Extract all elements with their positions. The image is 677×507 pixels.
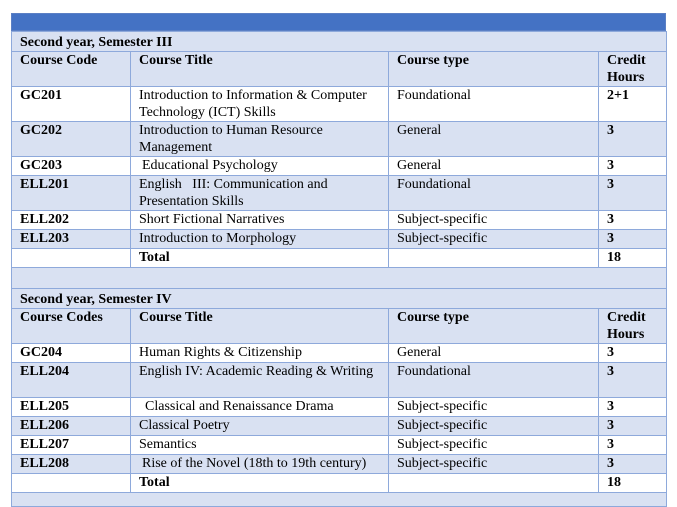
table-row	[12, 344, 667, 363]
course-code: ELL208	[12, 455, 131, 474]
header-course-title: Course Title	[131, 309, 389, 344]
credit-hours: 3	[599, 157, 667, 176]
course-title: Introduction to Information & Computer Technology (ICT) Skills	[131, 87, 389, 122]
table-row	[12, 363, 667, 398]
total-blank	[12, 249, 131, 268]
credit-hours: 3	[599, 211, 667, 230]
course-title: Classical and Renaissance Drama	[131, 398, 389, 417]
course-type: Foundational	[389, 87, 599, 122]
header-credit-hours: Credit Hours	[599, 309, 667, 344]
course-title: English III: Communication and Presentation Skills	[131, 176, 389, 211]
course-title: Short Fictional Narratives	[131, 211, 389, 230]
total-label: Total	[131, 249, 389, 268]
course-type: Foundational	[389, 363, 599, 398]
course-type: Subject-specific	[389, 417, 599, 436]
credit-hours: 3	[599, 176, 667, 211]
course-title: Semantics	[131, 436, 389, 455]
credit-hours: 3	[599, 455, 667, 474]
course-type: Subject-specific	[389, 230, 599, 249]
course-code: ELL204	[12, 363, 131, 398]
course-type: General	[389, 344, 599, 363]
table-row	[12, 398, 667, 417]
header-course-type: Course type	[389, 52, 599, 87]
credit-hours: 3	[599, 344, 667, 363]
course-code: ELL205	[12, 398, 131, 417]
header-course-code: Course Code	[12, 52, 131, 87]
credit-hours: 3	[599, 398, 667, 417]
course-code: ELL201	[12, 176, 131, 211]
semester-heading: Second year, Semester III	[12, 32, 667, 52]
course-table	[11, 31, 667, 507]
semester-heading: Second year, Semester IV	[12, 289, 667, 309]
course-title: Introduction to Morphology	[131, 230, 389, 249]
header-course-title: Course Title	[131, 52, 389, 87]
header-course-type: Course type	[389, 309, 599, 344]
total-blank	[389, 249, 599, 268]
table-header-bar	[11, 13, 666, 31]
course-title: Introduction to Human Resource Management	[131, 122, 389, 157]
table-row	[12, 417, 667, 436]
table-row	[12, 122, 667, 157]
column-header-row	[12, 309, 667, 344]
course-type: Foundational	[389, 176, 599, 211]
course-title: Classical Poetry	[131, 417, 389, 436]
credit-hours: 3	[599, 436, 667, 455]
table-row	[12, 211, 667, 230]
semester-heading-row	[12, 32, 667, 52]
course-code: GC204	[12, 344, 131, 363]
table-row	[12, 230, 667, 249]
course-code: GC201	[12, 87, 131, 122]
table-row	[12, 436, 667, 455]
course-type: Subject-specific	[389, 455, 599, 474]
total-label: Total	[131, 474, 389, 493]
semester-heading-row	[12, 289, 667, 309]
column-header-row	[12, 52, 667, 87]
course-table-document	[11, 13, 666, 507]
course-title: Educational Psychology	[131, 157, 389, 176]
course-code: ELL206	[12, 417, 131, 436]
spacer-row	[12, 493, 667, 507]
spacer	[12, 493, 667, 507]
course-code: GC203	[12, 157, 131, 176]
total-value: 18	[599, 249, 667, 268]
course-title: Human Rights & Citizenship	[131, 344, 389, 363]
table-row	[12, 157, 667, 176]
course-type: General	[389, 122, 599, 157]
total-row	[12, 249, 667, 268]
table-row	[12, 87, 667, 122]
total-value: 18	[599, 474, 667, 493]
course-code: ELL207	[12, 436, 131, 455]
header-course-code: Course Codes	[12, 309, 131, 344]
course-type: Subject-specific	[389, 211, 599, 230]
course-code: ELL202	[12, 211, 131, 230]
course-code: ELL203	[12, 230, 131, 249]
course-type: Subject-specific	[389, 436, 599, 455]
spacer-row	[12, 268, 667, 289]
table-row	[12, 176, 667, 211]
credit-hours: 3	[599, 230, 667, 249]
course-title: English IV: Academic Reading & Writing	[131, 363, 389, 398]
credit-hours: 3	[599, 122, 667, 157]
spacer	[12, 268, 667, 289]
course-title: Rise of the Novel (18th to 19th century)	[131, 455, 389, 474]
header-credit-hours: Credit Hours	[599, 52, 667, 87]
course-type: Subject-specific	[389, 398, 599, 417]
course-type: General	[389, 157, 599, 176]
table-row	[12, 455, 667, 474]
credit-hours: 3	[599, 363, 667, 398]
credit-hours: 3	[599, 417, 667, 436]
course-code: GC202	[12, 122, 131, 157]
credit-hours: 2+1	[599, 87, 667, 122]
